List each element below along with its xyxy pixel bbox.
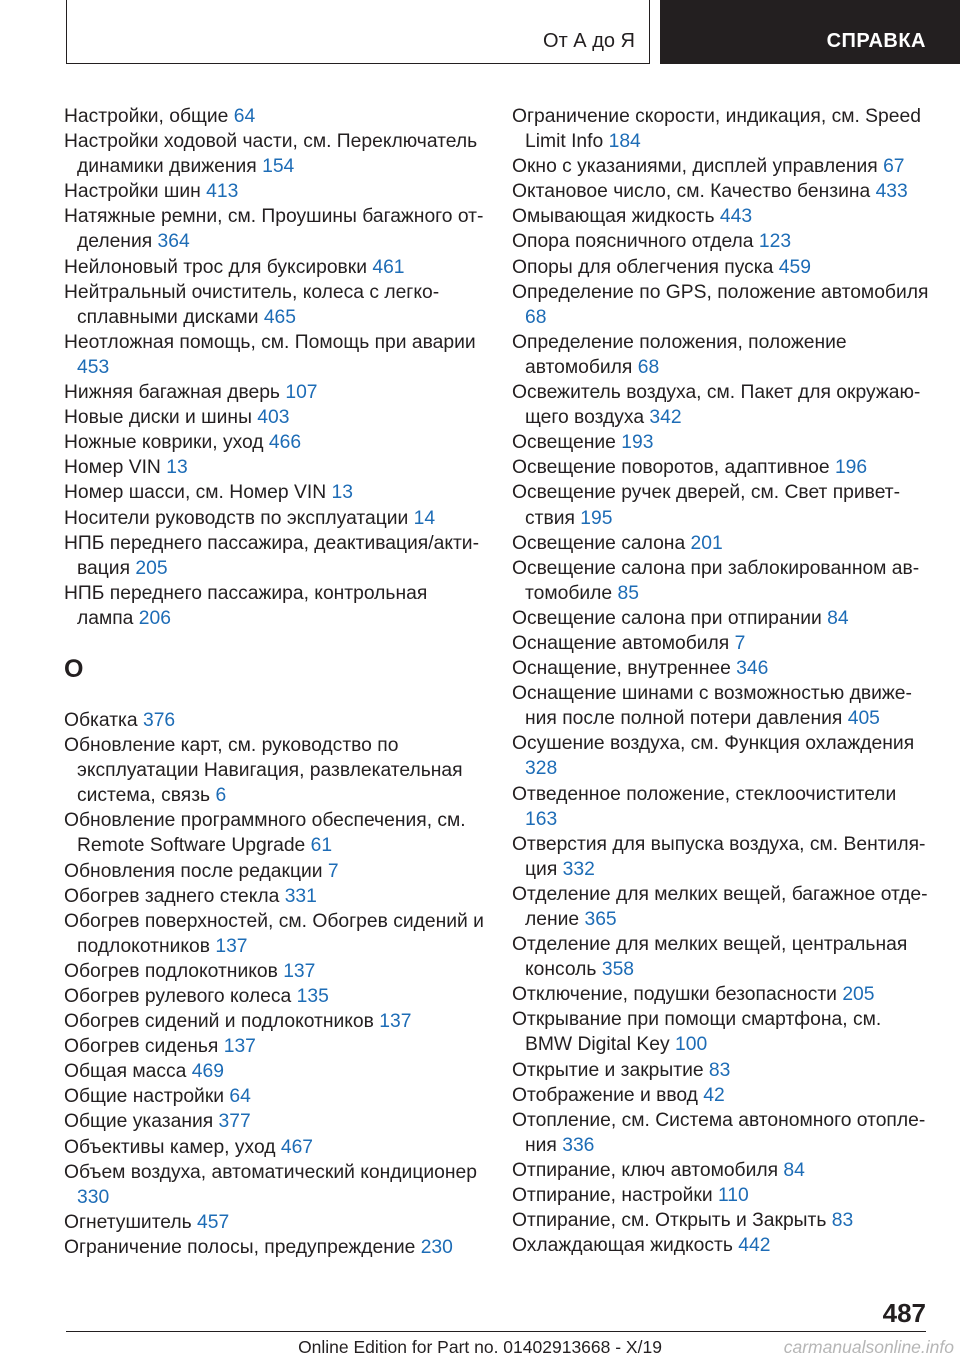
index-entry-page-link[interactable]: 230 <box>420 1236 453 1258</box>
index-entry-term: Обогрев сиденья <box>64 1036 224 1058</box>
index-entry-term: Настройки ходовой части, см. Переключатель динамики движения <box>64 131 478 178</box>
index-entry <box>512 556 932 606</box>
index-entry-term: Охлаждающая жидкость <box>512 1235 739 1257</box>
index-entry-term: Отверстия для выпуска воздуха, см. Вентиляция <box>512 833 926 880</box>
index-entry-page-link[interactable]: 443 <box>719 206 753 228</box>
header-section-title: От А до Я <box>543 30 635 52</box>
index-entry-page-link[interactable]: 6 <box>215 785 227 807</box>
index-entry <box>512 1083 932 1108</box>
index-entry-page-link[interactable]: 68 <box>525 306 547 328</box>
index-entry-page-link[interactable]: 205 <box>842 984 875 1006</box>
index-entry-page-link[interactable]: 358 <box>601 959 635 981</box>
index-entry <box>512 1007 932 1057</box>
index-entry <box>64 1109 484 1134</box>
index-entry-term: Общие настройки <box>64 1086 230 1108</box>
index-entry-page-link[interactable]: 14 <box>413 507 436 529</box>
index-entry <box>64 204 484 254</box>
index-entry-page-link[interactable]: 196 <box>834 457 868 479</box>
index-entry <box>512 731 932 781</box>
index-entry <box>512 1233 932 1258</box>
index-entry <box>512 882 932 932</box>
page-number: 487 <box>882 1298 926 1328</box>
index-entry <box>512 330 932 380</box>
index-entry-page-link[interactable]: 433 <box>875 181 908 203</box>
index-entry-page-link[interactable]: 84 <box>827 607 849 629</box>
index-entry-page-link[interactable]: 364 <box>157 231 190 253</box>
index-entry-term: Нижняя багажная дверь <box>64 382 286 404</box>
index-column-right <box>512 104 932 1258</box>
index-entry <box>64 1034 484 1059</box>
index-entry <box>512 631 932 656</box>
index-entry-page-link[interactable]: 85 <box>617 582 639 604</box>
index-entry-page-link[interactable]: 453 <box>77 356 110 378</box>
index-entry-page-link[interactable]: 331 <box>284 885 317 907</box>
index-entry-page-link[interactable]: 137 <box>223 1036 256 1058</box>
index-entry-term: Обогрев рулевого колеса <box>64 986 297 1007</box>
index-entry <box>64 179 484 204</box>
index-entry-term: Открывание при помощи смартфона, см. BMW Digital Key <box>512 1009 882 1056</box>
index-entry-page-link[interactable]: 67 <box>883 156 905 178</box>
index-entry-term: Обкатка <box>64 709 143 731</box>
index-entry-page-link[interactable]: 13 <box>331 482 353 504</box>
index-entry <box>512 656 932 681</box>
index-entry-term: Освещение поворотов, адаптивное <box>512 457 835 479</box>
index-entry <box>512 255 932 280</box>
index-entry-page-link[interactable]: 403 <box>257 407 290 429</box>
index-entry-page-link[interactable]: 376 <box>142 709 176 731</box>
footer-edition: Online Edition for Part no. 01402913668 - X/19 <box>298 1337 662 1357</box>
index-entry <box>512 531 932 556</box>
index-entry-term: Отделение для мелких вещей, центральная консоль <box>512 934 908 981</box>
index-entry <box>64 708 484 733</box>
index-entry-page-link[interactable]: 193 <box>621 432 654 454</box>
index-entry-page-link[interactable]: 195 <box>580 507 613 529</box>
index-entry-page-link[interactable]: 457 <box>197 1211 230 1233</box>
index-entry-page-link[interactable]: 461 <box>372 256 405 278</box>
index-entry <box>64 884 484 909</box>
index-entry-term: Омывающая жидкость <box>512 206 720 228</box>
index-entry <box>512 430 932 455</box>
index-entry <box>64 1135 484 1160</box>
index-entry-term: Новые диски и шины <box>64 407 258 429</box>
index-entry-term: Нейтральный очиститель, колеса с легкосплавными дисками <box>64 281 440 328</box>
index-entry <box>512 204 932 229</box>
index-entry <box>64 104 484 129</box>
index-entry-term: Обогрев поверхностей, см. Обогрев сидений и подлокотников <box>64 910 484 957</box>
index-entry <box>64 280 484 330</box>
index-entry-page-link[interactable]: 83 <box>708 1059 731 1081</box>
index-entry-page-link[interactable]: 459 <box>778 256 811 278</box>
index-entry-term: Опора поясничного отдела <box>512 231 759 253</box>
index-entry <box>64 455 484 480</box>
index-entry-term: Освещение <box>512 432 622 454</box>
index-entry <box>64 733 484 808</box>
index-entry-page-link[interactable]: 61 <box>310 835 333 857</box>
index-entry-page-link[interactable]: 42 <box>703 1084 725 1106</box>
index-entry <box>512 229 932 254</box>
index-entry-page-link[interactable]: 107 <box>285 382 318 404</box>
index-entry <box>64 506 484 531</box>
index-entry-page-link[interactable]: 469 <box>191 1061 224 1083</box>
index-entry-term: Обновление программного обеспечения, см. Remote Software Upgrade <box>64 810 466 857</box>
index-entry-term: Носители руководств по эксплуатации <box>64 507 414 529</box>
index-entry-page-link[interactable]: 64 <box>233 106 256 127</box>
index-entry-term: Объективы камер, уход <box>64 1136 281 1158</box>
index-entry <box>64 380 484 405</box>
index-entry <box>64 959 484 984</box>
index-entry-page-link[interactable]: 83 <box>831 1210 854 1232</box>
header-section-tab <box>66 0 650 64</box>
index-entry-term: Ограничение скорости, индикация, см. Speed Limit Info <box>512 106 921 153</box>
index-entry <box>64 430 484 455</box>
index-entry-term: Натяжные ремни, см. Проушины багажного отделения <box>64 206 484 253</box>
index-entry-term: Освещение салона при отпирании <box>512 607 828 629</box>
index-entry-term: Освещение ручек дверей, см. Свет приветствия <box>512 482 901 529</box>
index-entry <box>512 154 932 179</box>
index-entry-term: НПБ переднего пассажира, контрольная лампа <box>64 582 428 629</box>
index-entry-page-link[interactable]: 163 <box>525 808 558 830</box>
index-entry <box>64 984 484 1009</box>
index-entry-term: Обогрев сидений и подлокотников <box>64 1011 380 1033</box>
index-entry-page-link[interactable]: 184 <box>608 131 641 153</box>
index-entry-page-link[interactable]: 206 <box>138 607 171 629</box>
watermark: carmanualsonline.info <box>783 1337 954 1357</box>
index-entry <box>512 455 932 480</box>
index-entry-page-link[interactable]: 137 <box>283 960 316 982</box>
index-entry-term: Оснащение, внутреннее <box>512 658 737 680</box>
index-entry-term: Обогрев подлокотников <box>64 960 284 982</box>
index-entry-page-link[interactable]: 330 <box>77 1186 110 1208</box>
index-entry-term: Отпирание, ключ автомобиля <box>512 1159 784 1181</box>
index-entry <box>512 1108 932 1158</box>
index-entry-term: Отведенное положение, стеклоочистители <box>512 783 897 805</box>
index-entry-page-link[interactable]: 64 <box>229 1086 251 1108</box>
index-entry-page-link[interactable]: 342 <box>649 407 682 429</box>
index-entry <box>64 255 484 280</box>
index-entry-page-link[interactable]: 465 <box>263 306 296 328</box>
index-entry-page-link[interactable]: 365 <box>584 909 617 930</box>
index-entry-term: Определение положения, положение автомобиля <box>512 331 847 378</box>
index-entry <box>512 681 932 731</box>
index-entry <box>64 1009 484 1034</box>
index-entry-term: Нейлоновый трос для буксировки <box>64 256 373 278</box>
index-entry-page-link[interactable]: 154 <box>262 156 295 178</box>
index-entry-page-link[interactable]: 68 <box>637 356 660 378</box>
index-letter-heading: О <box>64 654 84 683</box>
index-entry <box>512 932 932 982</box>
index-entry-term: Обновление карт, см. руководство по эксплуатации Навигация, развлекательная система, связь <box>64 735 463 807</box>
index-entry <box>512 280 932 330</box>
index-entry <box>64 1084 484 1109</box>
index-entry <box>512 480 932 530</box>
index-entry <box>512 104 932 154</box>
footer-divider <box>66 1331 926 1332</box>
index-entry-page-link[interactable]: 467 <box>280 1136 314 1158</box>
index-entry <box>512 380 932 430</box>
index-entry-term: Обогрев заднего стекла <box>64 885 285 907</box>
index-entry <box>512 832 932 882</box>
index-entry-term: Отпирание, см. Открыть и Закрыть <box>512 1210 832 1232</box>
index-entry-page-link[interactable]: 84 <box>783 1159 805 1181</box>
index-entry <box>64 129 484 179</box>
index-entry-term: Общие указания <box>64 1111 219 1133</box>
index-entry <box>64 581 484 631</box>
index-entry <box>64 909 484 959</box>
index-entry <box>64 1160 484 1210</box>
index-entry-term: Настройки, общие <box>64 106 234 127</box>
index-entry-term: Ограничение полосы, предупреждение <box>64 1236 421 1258</box>
index-entry <box>64 1210 484 1235</box>
index-entry-page-link[interactable]: 135 <box>296 986 329 1007</box>
index-entry <box>64 808 484 858</box>
index-entry-term: Отображение и ввод <box>512 1084 704 1106</box>
index-entry-page-link[interactable]: 7 <box>734 632 746 654</box>
index-entry <box>64 480 484 505</box>
index-entry <box>512 179 932 204</box>
index-entry <box>512 606 932 631</box>
index-entry-term: Настройки шин <box>64 181 207 203</box>
index-entry-term: Открытие и закрытие <box>512 1059 709 1081</box>
index-entry-page-link[interactable]: 377 <box>218 1111 251 1133</box>
index-entry-term: Обновления после редакции <box>64 860 328 882</box>
index-entry-term: Отделение для мелких вещей, багажное отделение <box>512 883 928 930</box>
index-entry-page-link[interactable]: 405 <box>847 708 880 730</box>
index-entry-term: Опоры для облегчения пуска <box>512 256 779 278</box>
index-entry-page-link[interactable]: 336 <box>562 1134 595 1156</box>
index-entry <box>512 982 932 1007</box>
index-entry-page-link[interactable]: 332 <box>562 858 595 880</box>
index-entry-term: Номер VIN <box>64 457 167 479</box>
index-entry-term: Октановое число, см. Качество бензина <box>512 181 876 203</box>
index-entry <box>64 330 484 380</box>
index-entry-page-link[interactable]: 110 <box>717 1185 749 1207</box>
index-entry-term: Номер шасси, см. Номер VIN <box>64 482 332 504</box>
index-entry-page-link[interactable]: 7 <box>327 860 339 882</box>
index-entry-page-link[interactable]: 100 <box>675 1034 708 1056</box>
index-entry <box>512 782 932 832</box>
index-entry-page-link[interactable]: 137 <box>379 1011 412 1033</box>
index-entry <box>512 1208 932 1233</box>
index-entry-term: Огнетушитель <box>64 1211 198 1233</box>
index-entry <box>64 859 484 884</box>
header-chapter-tab <box>660 0 960 64</box>
index-entry <box>64 1235 484 1260</box>
index-entry-page-link[interactable]: 205 <box>135 557 168 579</box>
index-entry-term: Окно с указаниями, дисплей управления <box>512 156 884 178</box>
index-entry-page-link[interactable]: 13 <box>166 457 188 479</box>
index-entry-page-link[interactable]: 328 <box>525 758 558 780</box>
index-column-left <box>64 104 484 1260</box>
index-entry-term: Общая масса <box>64 1061 192 1083</box>
index-entry-term: НПБ переднего пассажира, деактивация/активация <box>64 532 479 579</box>
index-entry-page-link[interactable]: 466 <box>268 432 302 454</box>
header-chapter-title: СПРАВКА <box>826 30 926 52</box>
index-entry-term: Оснащение шинами с возможностью движения после полной потери давления <box>512 683 912 730</box>
index-entry <box>64 1059 484 1084</box>
index-entry-term: Оснащение автомобиля <box>512 632 735 654</box>
index-entry-term: Отпирание, настройки <box>512 1185 718 1207</box>
index-entry-term: Неотложная помощь, см. Помощь при аварии <box>64 331 476 353</box>
index-entry <box>512 1158 932 1183</box>
index-entry-term: Отопление, см. Система автономного отопления <box>512 1109 926 1156</box>
index-entry-term: Ножные коврики, уход <box>64 432 269 454</box>
index-entry-page-link[interactable]: 201 <box>690 532 723 554</box>
index-entry-term: Освежитель воздуха, см. Пакет для окружающего воздуха <box>512 382 921 429</box>
index-entry-page-link[interactable]: 346 <box>736 658 769 680</box>
index-entry <box>64 405 484 430</box>
index-entry-term: Отключение, подушки безопасности <box>512 984 843 1006</box>
index-entry-page-link[interactable]: 137 <box>215 935 248 957</box>
index-entry-page-link[interactable]: 413 <box>206 181 239 203</box>
index-entry <box>512 1058 932 1083</box>
index-entry <box>64 531 484 581</box>
index-entry-term: Определение по GPS, положение автомобиля <box>512 281 929 303</box>
index-entry-term: Осушение воздуха, см. Функция охлаждения <box>512 733 915 755</box>
index-entry-page-link[interactable]: 442 <box>738 1235 771 1257</box>
index-entry-page-link[interactable]: 123 <box>758 231 792 253</box>
index-entry-term: Освещение салона при заблокированном автомобиле <box>512 557 920 604</box>
index-entry-term: Объем воздуха, автоматический кондиционер <box>64 1161 477 1183</box>
index-entry-term: Освещение салона <box>512 532 691 554</box>
index-entry <box>512 1183 932 1208</box>
